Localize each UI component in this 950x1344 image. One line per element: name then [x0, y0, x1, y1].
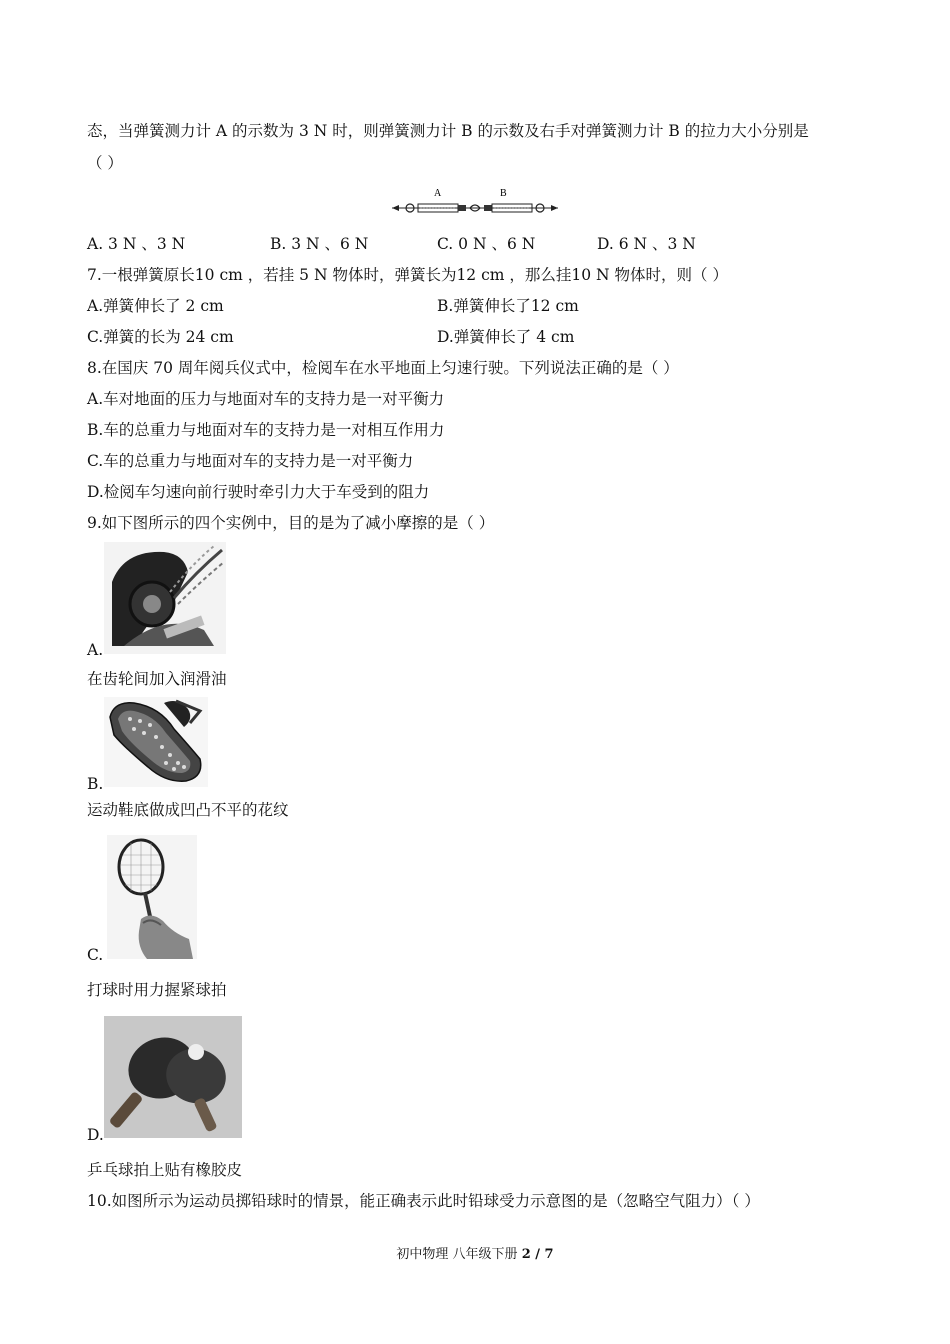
q9-item-a-caption: 在齿轮间加入润滑油: [87, 670, 227, 688]
ping-pong-paddle-image: [104, 1016, 242, 1138]
q6-stem-line1: 态，当弹簧测力计 A 的示数为 3 N 时，则弹簧测力计 B 的示数及右手对弹簧测力计 B 的拉力大小分别是: [87, 122, 809, 140]
q6-stem-line2: （ ）: [87, 154, 123, 172]
q8-option-a[interactable]: A.车对地面的压力与地面对车的支持力是一对平衡力: [87, 390, 445, 408]
scale-a-label: A: [434, 188, 442, 199]
gear-lubrication-image: [104, 542, 226, 654]
scale-b-label: B: [500, 188, 507, 199]
q9-item-b-caption: 运动鞋底做成凹凸不平的花纹: [87, 801, 289, 819]
q6-option-d[interactable]: D. 6 N 、3 N: [597, 235, 696, 253]
sneaker-sole-image: [104, 697, 208, 787]
q6-option-c[interactable]: C. 0 N 、6 N: [437, 235, 536, 253]
footer-page-number: 2 / 7: [521, 1247, 554, 1262]
q7-option-a[interactable]: A.弹簧伸长了 2 cm: [87, 297, 224, 315]
q8-option-c[interactable]: C.车的总重力与地面对车的支持力是一对平衡力: [87, 452, 414, 470]
q8-option-d[interactable]: D.检阅车匀速向前行驶时牵引力大于车受到的阻力: [87, 483, 430, 501]
q7-option-c[interactable]: C.弹簧的长为 24 cm: [87, 328, 234, 346]
q9-item-d-caption: 乒乓球拍上贴有橡胶皮: [87, 1161, 243, 1179]
spring-scales-figure: [390, 186, 560, 216]
racket-grip-image: [107, 835, 197, 959]
footer-subject: 初中物理 八年级下册: [396, 1247, 522, 1262]
page-footer: [0, 1246, 950, 1264]
q9-item-b-letter[interactable]: B.: [87, 775, 104, 793]
q7-option-d[interactable]: D.弹簧伸长了 4 cm: [437, 328, 575, 346]
q6-option-b[interactable]: B. 3 N 、6 N: [270, 235, 369, 253]
q9-item-c-caption: 打球时用力握紧球拍: [87, 981, 227, 999]
q8-stem: 8.在国庆 70 周年阅兵仪式中，检阅车在水平地面上匀速行驶。下列说法正确的是（ ）: [87, 359, 679, 377]
q8-option-b[interactable]: B.车的总重力与地面对车的支持力是一对相互作用力: [87, 421, 445, 439]
q9-stem: 9.如下图所示的四个实例中，目的是为了减小摩擦的是（ ）: [87, 514, 495, 532]
q9-item-a-letter[interactable]: A.: [87, 641, 104, 659]
q10-stem: 10.如图所示为运动员掷铅球时的情景，能正确表示此时铅球受力示意图的是（忽略空气阻力）（ ）: [87, 1192, 760, 1210]
q9-item-c-letter[interactable]: C.: [87, 946, 104, 964]
q6-option-a[interactable]: A. 3 N 、3 N: [87, 235, 186, 253]
q7-option-b[interactable]: B.弹簧伸长了12 cm: [437, 297, 579, 315]
q7-stem: 7.一根弹簧原长10 cm ，若挂 5 N 物体时，弹簧长为12 cm ，那么挂10 N 物体时，则（ ）: [87, 266, 728, 284]
q9-item-d-letter[interactable]: D.: [87, 1126, 104, 1144]
